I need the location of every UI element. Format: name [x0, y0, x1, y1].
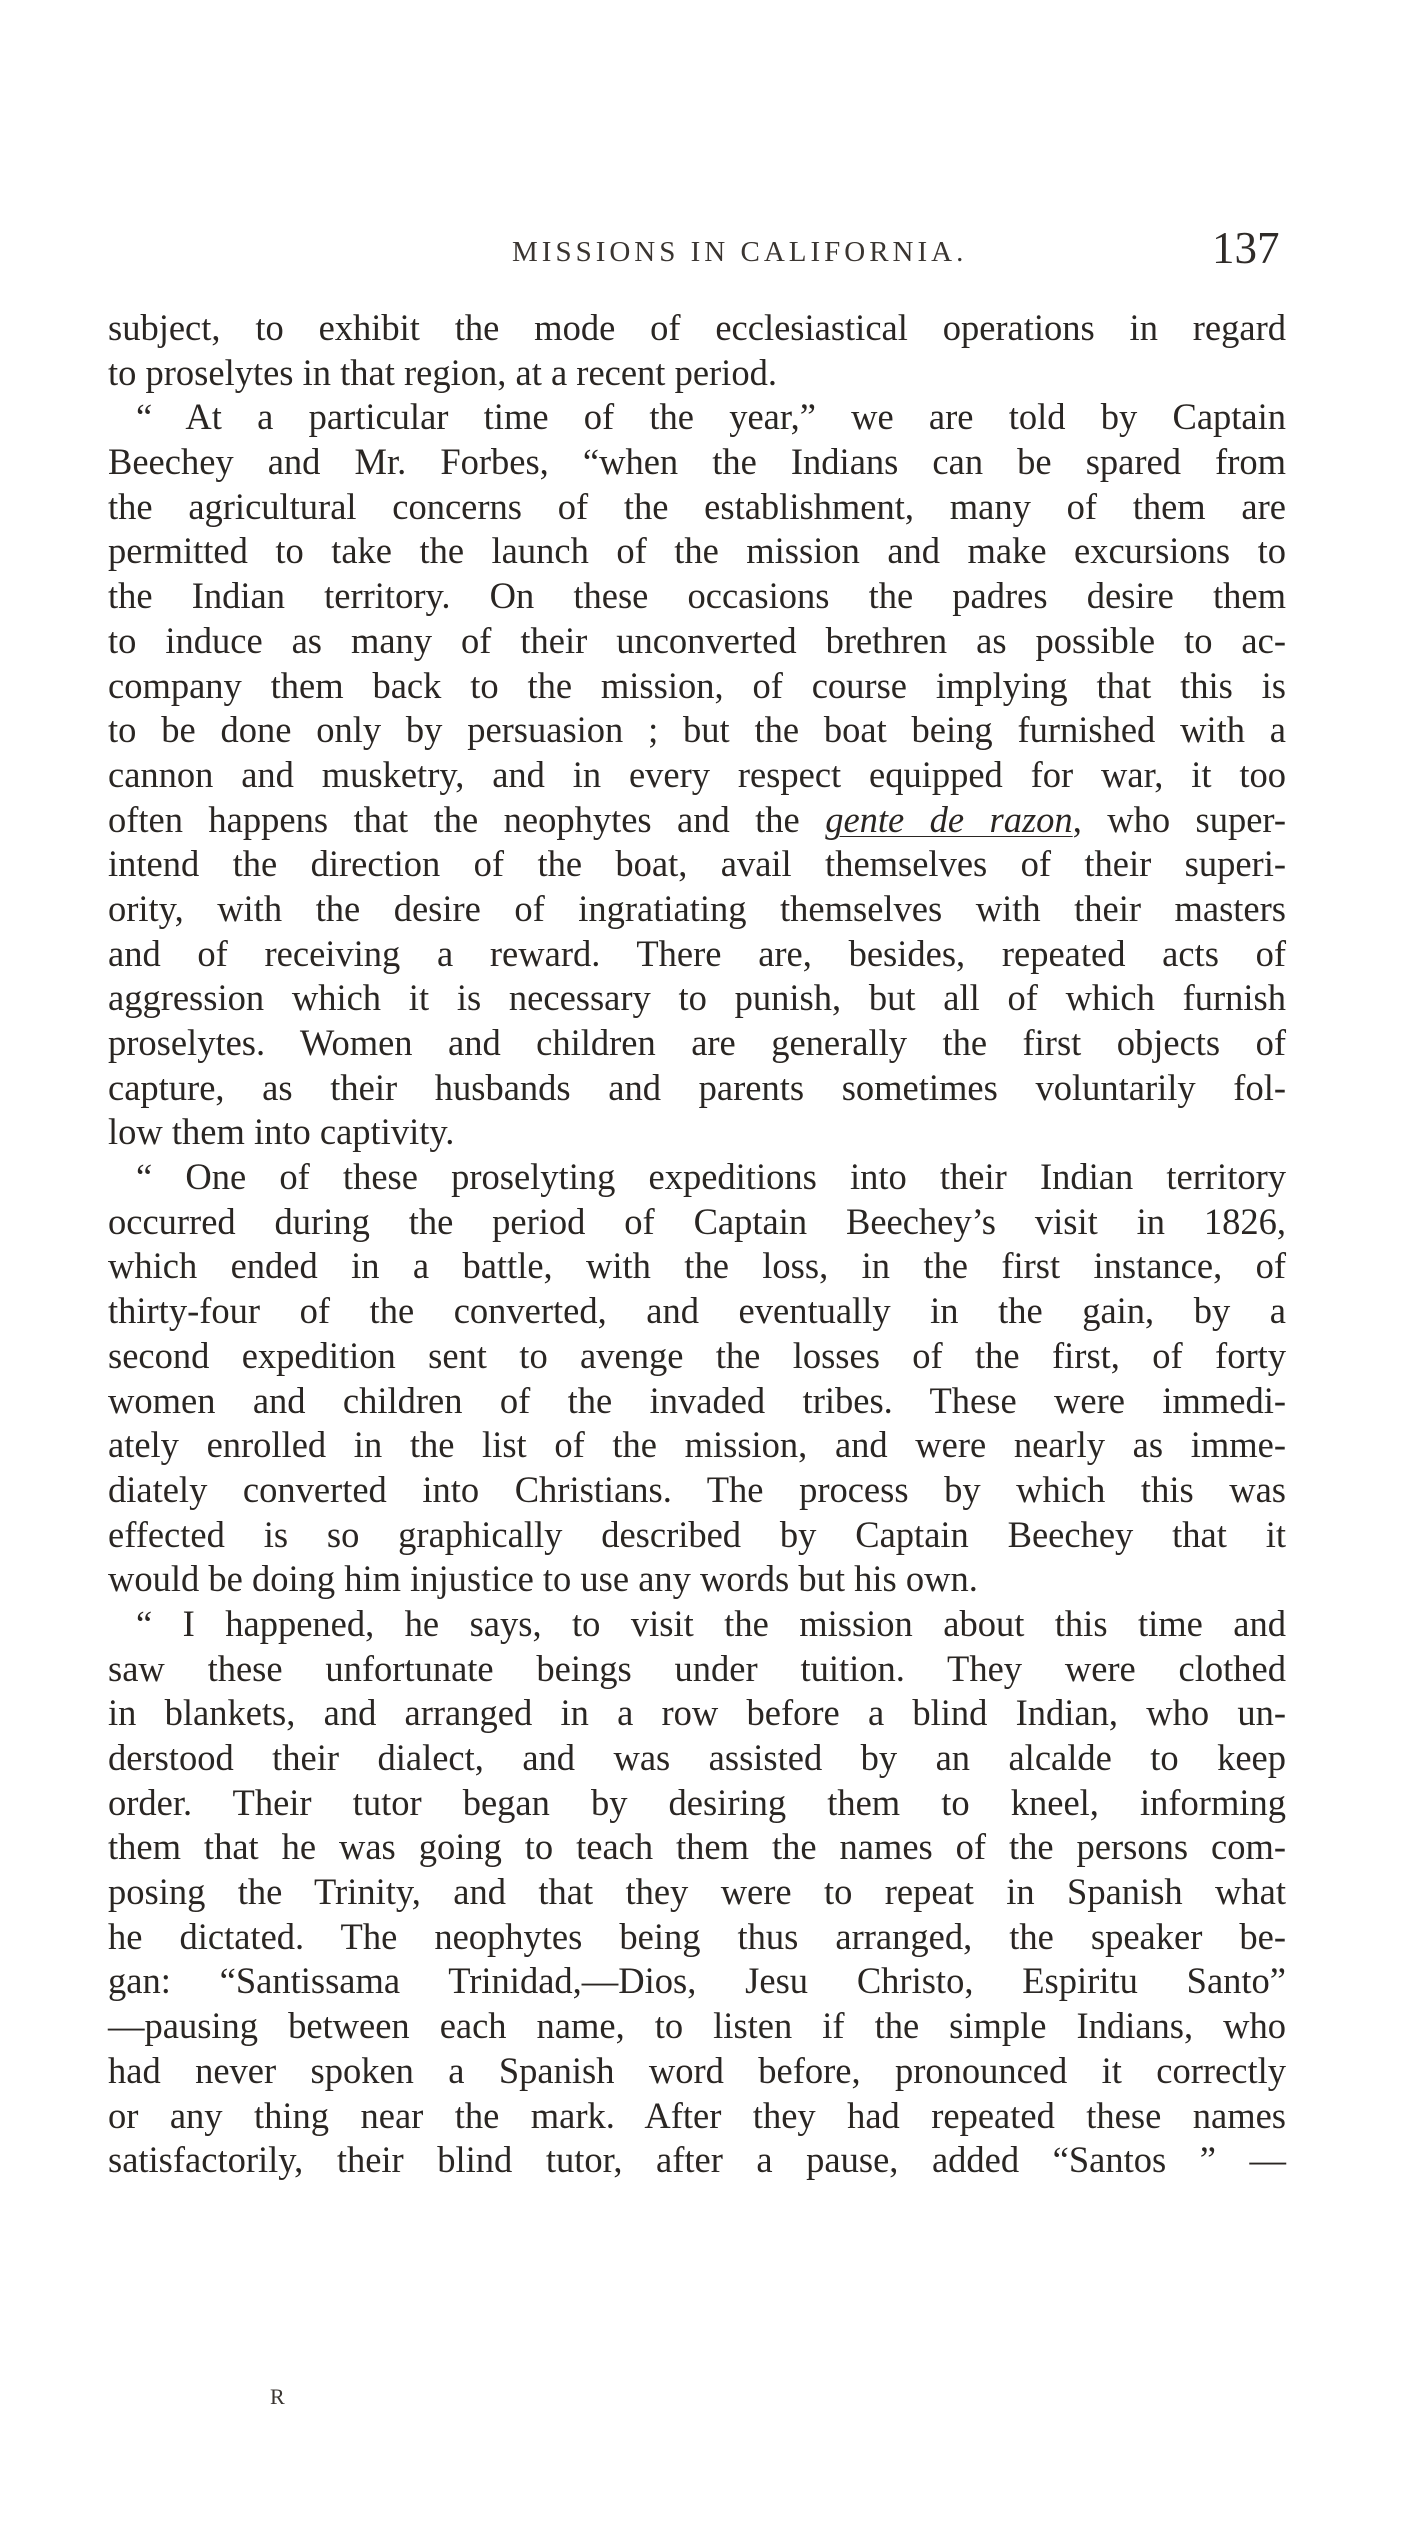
text-line: in blankets, and arranged in a row before a blind Indian, who un-	[108, 1692, 1286, 1734]
text-segment: often happens that the neophytes and the	[108, 798, 826, 840]
running-title: MISSIONS IN CALIFORNIA.	[512, 236, 968, 268]
text-line: them that he was going to teach them the names of the persons com-	[108, 1826, 1286, 1868]
text-line: company them back to the mission, of course implying that this is	[108, 664, 1286, 706]
text-line: and of receiving a reward. There are, besides, repeated acts of	[108, 932, 1286, 974]
text-line: the agricultural concerns of the establishment, many of them are	[108, 485, 1286, 527]
text-line: Beechey and Mr. Forbes, “when the Indians can be spared from	[108, 441, 1286, 483]
page-header	[0, 222, 1409, 282]
text-line: “ At a particular time of the year,” we are told by Captain	[136, 396, 1286, 438]
text-line: proselytes. Women and children are generally the first objects of	[108, 1022, 1286, 1063]
text-segment: , who super-	[1072, 798, 1287, 840]
text-line: aggression which it is necessary to punish, but all of which furnish	[108, 977, 1286, 1019]
text-line: effected is so graphically described by Captain Beechey that it	[108, 1513, 1286, 1555]
text-line: he dictated. The neophytes being thus arranged, the speaker be-	[108, 1915, 1286, 1957]
text-line: “ One of these proselyting expeditions into their Indian territory	[136, 1156, 1286, 1198]
text-line: posing the Trinity, and that they were to repeat in Spanish what	[108, 1871, 1286, 1913]
text-line: —pausing between each name, to listen if the simple Indians, who	[108, 2005, 1286, 2047]
text-line: thirty-four of the converted, and eventually in the gain, by a	[108, 1290, 1286, 1332]
text-line: or any thing near the mark. After they had repeated these names	[108, 2094, 1286, 2136]
text-line: second expedition sent to avenge the losses of the first, of forty	[108, 1334, 1286, 1376]
text-line: “ I happened, he says, to visit the mission about this time and	[136, 1602, 1286, 1644]
text-line	[108, 798, 1286, 843]
signature-mark: R	[270, 2384, 287, 2409]
text-line: derstood their dialect, and was assisted by an alcalde to keep	[108, 1737, 1286, 1778]
text-line: diately converted into Christians. The process by which this was	[108, 1468, 1286, 1510]
text-line: order. Their tutor began by desiring them to kneel, informing	[108, 1781, 1286, 1823]
text-line: permitted to take the launch of the mission and make excursions to	[108, 530, 1286, 572]
text-line: subject, to exhibit the mode of ecclesiastical operations in regard	[108, 307, 1286, 348]
text-line: the Indian territory. On these occasions the padres desire them	[108, 575, 1286, 617]
italic-phrase: gente de razon	[825, 798, 1073, 840]
text-line: to induce as many of their unconverted brethren as possible to ac-	[108, 619, 1286, 661]
body-text	[108, 306, 1286, 2183]
text-line: low them into captivity.	[108, 1111, 455, 1153]
page-number: 137	[1212, 223, 1280, 273]
text-line: saw these unfortunate beings under tuition. They were clothed	[108, 1647, 1286, 1689]
text-line: ately enrolled in the list of the mission, and were nearly as imme-	[108, 1424, 1286, 1466]
text-line: capture, as their husbands and parents sometimes voluntarily fol-	[108, 1066, 1286, 1108]
text-line: to be done only by persuasion ; but the boat being furnished with a	[108, 709, 1286, 751]
text-line: occurred during the period of Captain Beechey’s visit in 1826,	[108, 1200, 1286, 1242]
text-line: cannon and musketry, and in every respect equipped for war, it too	[108, 753, 1286, 795]
text-line: ority, with the desire of ingratiating themselves with their masters	[108, 887, 1286, 929]
text-line: would be doing him injustice to use any words but his own.	[108, 1558, 978, 1600]
text-line: satisfactorily, their blind tutor, after a pause, added “Santos ” —	[108, 2139, 1286, 2181]
text-line: gan: “Santissama Trinidad,—Dios, Jesu Christo, Espiritu Santo”	[108, 1960, 1286, 2002]
text-line: which ended in a battle, with the loss, in the first instance, of	[108, 1245, 1286, 1287]
text-line: had never spoken a Spanish word before, pronounced it correctly	[108, 2049, 1286, 2091]
text-line: intend the direction of the boat, avail themselves of their superi-	[108, 843, 1286, 885]
text-line: to proselytes in that region, at a recent period.	[108, 351, 777, 393]
text-line: women and children of the invaded tribes. These were immedi-	[108, 1379, 1286, 1421]
